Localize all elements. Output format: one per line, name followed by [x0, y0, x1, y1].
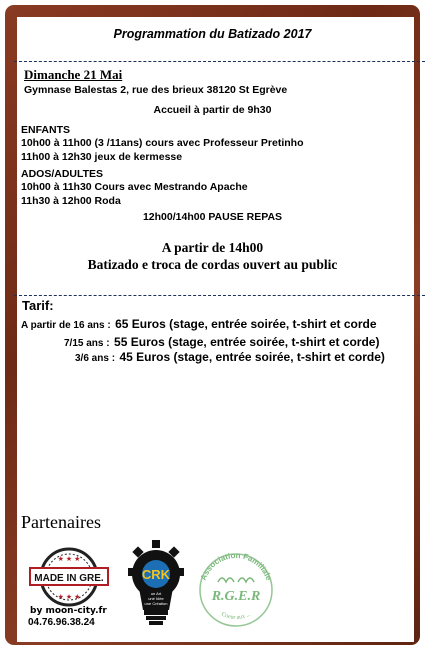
tarif-age: A partir de 16 ans : — [21, 320, 111, 331]
tarif-label: Tarif: — [22, 298, 54, 313]
ados-line-2: 11h30 à 12h00 Roda — [21, 195, 121, 207]
page-title: Programmation du Batizado 2017 — [113, 27, 312, 41]
pause-repas: 12h00/14h00 PAUSE REPAS — [142, 211, 283, 223]
tarif-age: 3/6 ans : — [75, 353, 116, 364]
enfants-heading: ENFANTS — [21, 124, 71, 136]
svg-text:★ ★ ★: ★ ★ ★ — [57, 556, 81, 563]
association-text: R.G.E.R — [211, 589, 261, 604]
tarif-price: 55 Euros (stage, entrée soirée, t-shirt et corde) — [114, 335, 380, 349]
divider-top — [14, 61, 425, 62]
made-in-gre-text: MADE IN GRE. — [34, 573, 104, 584]
event-venue: Gymnase Balestas 2, rue des brieux 38120 St Egrève — [24, 84, 288, 96]
divider-middle — [14, 295, 425, 296]
ados-heading: ADOS/ADULTES — [21, 168, 104, 180]
tarif-price: 65 Euros (stage, entrée soirée, t-shirt et corde — [115, 317, 377, 331]
enfants-line-2: 11h00 à 12h30 jeux de kermesse — [21, 151, 183, 163]
made-in-gre-logo — [24, 546, 114, 608]
ados-line-1: 10h00 à 11h30 Cours avec Mestrando Apache — [21, 181, 248, 193]
partners-heading: Partenaires — [21, 512, 101, 532]
afternoon-event: Batizado e troca de cordas ouvert au public — [87, 257, 338, 272]
svg-text:★ ★ ★: ★ ★ ★ — [57, 594, 81, 601]
tarif-price: 45 Euros (stage, entrée soirée, t-shirt et corde) — [119, 350, 385, 364]
svg-text:une Création: une Création — [144, 601, 168, 606]
svg-text:une Idée: une Idée — [148, 596, 164, 601]
lightbulb-logo — [125, 538, 187, 628]
svg-text:Coeur aux ...: Coeur aux ... — [220, 611, 252, 621]
event-date: Dimanche 21 Mai — [24, 67, 123, 82]
tarif-row-adult — [21, 315, 377, 333]
enfants-line-1: 10h00 à 11h00 (3 /11ans) cours avec Professeur Pretinho — [21, 137, 304, 149]
moon-city-link: by moon-city.fr — [30, 606, 107, 616]
svg-text:Association Familiale: Association Familiale — [198, 550, 274, 582]
svg-text:un Art: un Art — [150, 591, 162, 596]
afternoon-start: A partir de 14h00 — [161, 240, 264, 255]
welcome-time: Accueil à partir de 9h30 — [153, 104, 272, 116]
tarif-row-small — [75, 348, 385, 366]
tarif-age: 7/15 ans : — [64, 338, 110, 349]
partner-phone: 04.76.96.38.24 — [28, 617, 95, 628]
association-logo — [194, 548, 278, 632]
lightbulb-logo-text: CRK — [141, 567, 171, 582]
